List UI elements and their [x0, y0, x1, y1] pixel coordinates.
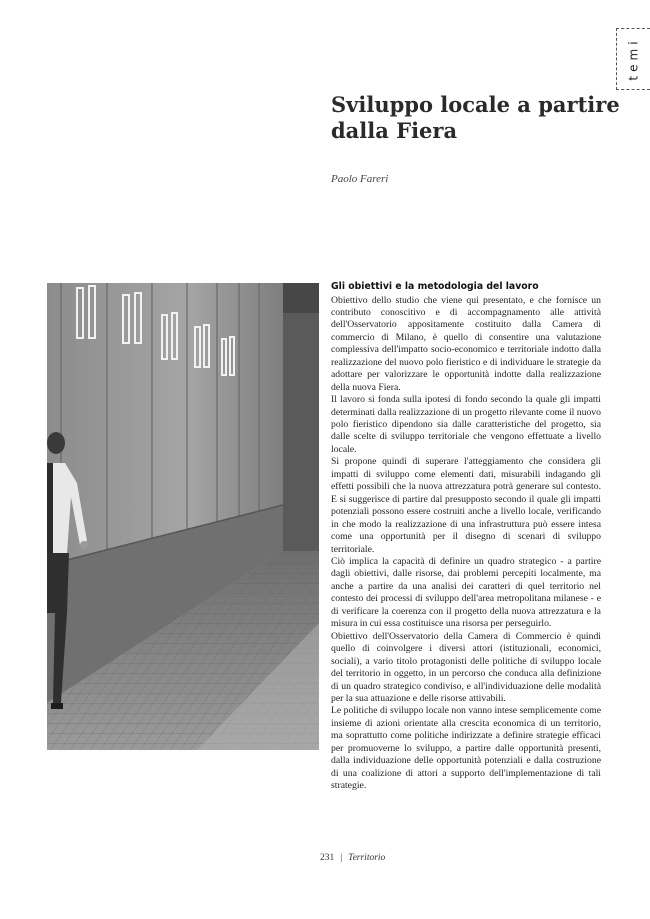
article-body — [331, 281, 601, 793]
paragraph: Si propone quindi di superare l'atteggiamento che considera gli impatti di sviluppo come elementi dati, misurabili indagando gli effetti possibili che la nuova attrezzatura potrà generare sul contesto. E si suggerisce di partire dal presupposto secondo il quale gli impatti potenziali possono essere costruiti anche a livello locale, verificando in che modo la realizzazione di una infrastruttura può essere intesa come una opportunità per il disegno di scenari di sviluppo territoriale. — [331, 456, 601, 555]
footer-separator: | — [340, 853, 343, 863]
paragraph: Il lavoro si fonda sulla ipotesi di fondo secondo la quale gli impatti determinati dalla realizzazione di un progetto rilevante come il nuovo polo fieristico dipendono sia dalle caratteristiche del progetto, sia dalle scelte di sviluppo territoriale che vengono effettuate a livello locale. — [331, 394, 601, 455]
section-tab-label: temi — [626, 37, 641, 81]
section-heading: Gli obiettivi e la metodologia del lavoro — [331, 281, 539, 292]
section-tab — [616, 28, 650, 90]
paragraph: Ciò implica la capacità di definire un quadro strategico - a partire dagli obiettivi, dalle risorse, dai problemi percepiti localmente, ma anche a partire da una analisi dei caratteri di quel territorio nel contesto dei processi di sviluppo dell'area metropolitana milanese - e di verificare la coerenza con il progetto della nuova attrezzatura e la misura in cui essa costituisce una risorsa per perseguirlo. — [331, 556, 601, 630]
author-name: Paolo Fareri — [331, 173, 389, 185]
paragraph: Le politiche di sviluppo locale non vanno intese semplicemente come insieme di azioni orientate alla crescita economica di un territorio, ma soprattutto come politiche indirizzate a definire strategie efficaci per promuoverne lo sviluppo, a partire dalle opportunità presenti, dalla individuazione delle opportunità potenziali e dalla costruzione di una coalizione di attori a supporto dell'implementazione di tali strategie. — [331, 705, 601, 792]
paragraph: Obiettivo dello studio che viene qui presentato, e che fornisce un contributo conoscitivo e di accompagnamento alle attività dell'Osservatorio appositamente costituito dalla Camera di commercio di Milano, è quello di consentire una valutazione complessiva dell'impatto socio-economico e territoriale indotto dalla realizzazione del nuovo polo fieristico e di individuare le strategie da adottare per valorizzare le opportunità indotte dalla realizzazione della nuova Fiera. — [331, 294, 601, 393]
magazine-name: Territorio — [348, 853, 386, 863]
article-title: Sviluppo locale a partire dalla Fiera — [331, 92, 620, 143]
paragraph: Obiettivo dell'Osservatorio della Camera di Commercio è quindi quello di coinvolgere i diversi attori (istituzionali, economici, sociali), a vario titolo protagonisti delle politiche di sviluppo locale del territorio in oggetto, in un percorso che conduca alla definizione di un quadro strategico condiviso, e all'individuazione delle modalità per la sua attuazione e delle risorse attivabili. — [331, 630, 601, 704]
page-footer — [320, 853, 385, 863]
page-number: 231 — [320, 853, 335, 863]
article-photo — [47, 283, 319, 750]
